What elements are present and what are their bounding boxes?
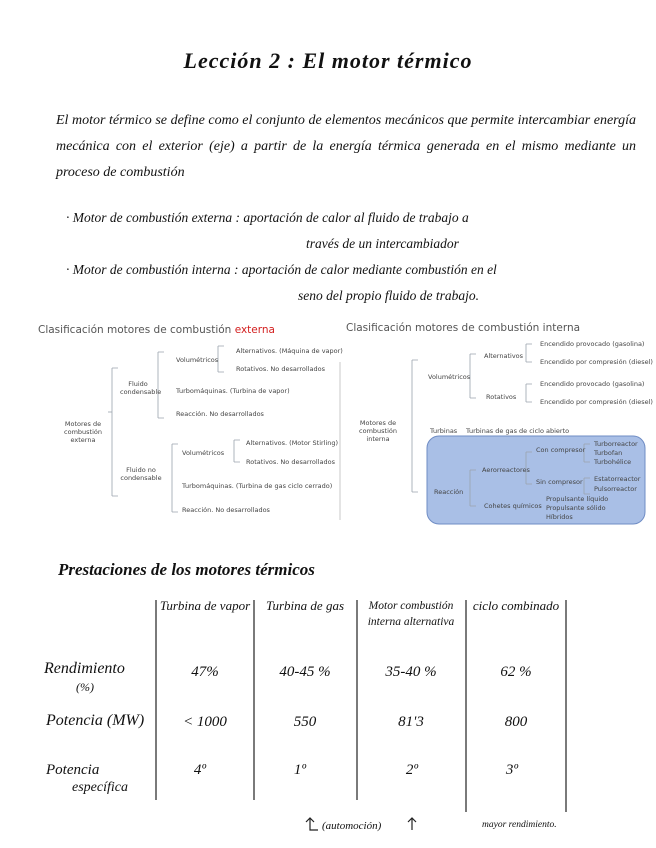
external-reac1: Reacción. No desarrollados (176, 410, 264, 418)
bullet-internal-label: Motor de combustión interna : (72, 262, 239, 277)
internal-sin-compresor: Sin compresor (536, 478, 583, 486)
cell-r1-c3: 35-40 % (385, 664, 437, 680)
internal-enc-prov1: Encendido provocado (gasolina) (540, 340, 645, 348)
external-turb1: Turbomáquinas. (Turbina de vapor) (176, 387, 290, 395)
internal-reaccion: Reacción (434, 488, 464, 496)
column-header-4: ciclo combinado (472, 598, 560, 613)
row-label-rendimiento: Rendimiento (44, 660, 125, 677)
external-alt2: Alternativos. (Motor Stirling) (246, 439, 339, 447)
external-vol2: Volumétricos (182, 449, 225, 457)
cell-r2-c3: 81'3 (398, 714, 424, 730)
internal-enc-prov2: Encendido provocado (gasolina) (540, 380, 645, 388)
internal-enc-comp1: Encendido por compresión (diesel) (540, 358, 653, 366)
title-main: El motor térmico (302, 48, 473, 73)
note-combined: mayor rendimiento. (482, 820, 557, 830)
internal-enc-comp2: Encendido por compresión (diesel) (540, 398, 653, 406)
internal-turbohelice: Turbohélice (594, 458, 632, 466)
internal-hibridos: Híbridos (546, 513, 573, 521)
column-header-2: Turbina de gas (265, 598, 344, 613)
diagram-internal-title: Clasificación motores de combustión interna (346, 322, 581, 334)
external-condensable: Fluido condensable (120, 380, 162, 396)
bullet-internal: · Motor de combustión interna : aportación de calor mediante combustión en el (66, 262, 497, 277)
diagram-external-title-text: Clasificación motores de combustión (38, 324, 235, 336)
diagram-external-title-highlight: externa (234, 324, 275, 336)
internal-turbinas-gas: Turbinas de gas de ciclo abierto (466, 427, 570, 435)
cell-r3-c2: 1º (293, 762, 307, 778)
column-header-3: Motor combustión interna alternativa (367, 600, 455, 628)
internal-turborreactor: Turborreactor (594, 440, 638, 448)
external-rot2: Rotativos. No desarrollados (246, 458, 335, 466)
cell-r1-c2: 40-45 % (279, 664, 331, 680)
internal-volumetricos: Volumétricos (428, 373, 471, 381)
internal-rotativos: Rotativos (486, 393, 517, 401)
internal-estatorreactor: Estatorreactor (594, 475, 641, 483)
column-header-1: Turbina de vapor (159, 598, 251, 613)
internal-pulsorreactor: Pulsorreactor (594, 485, 637, 493)
external-reac2: Reacción. No desarrollados (182, 506, 270, 514)
row-unit-rendimiento: (%) (76, 680, 94, 694)
bullet-external-label: Motor de combustión externa : (72, 210, 240, 225)
bullet-internal-line2: seno del propio fluido de trabajo. (298, 288, 479, 303)
internal-con-compresor: Con compresor (536, 446, 586, 454)
cell-r3-c3: 2º (405, 762, 419, 778)
external-root: Motores de combustión externa (64, 420, 102, 444)
title-prefix: Lección 2 : (183, 48, 296, 73)
row-label-potencia: Potencia (MW) (46, 712, 145, 729)
bullet-internal-line1: aportación de calor mediante combustión en el (241, 262, 497, 277)
row-label-potencia-especifica: Potencia (46, 762, 100, 778)
cell-r2-c1: < 1000 (183, 714, 227, 730)
bullet-external: · Motor de combustión externa : aportación de calor al fluido de trabajo a (66, 210, 469, 225)
internal-turbinas: Turbinas (430, 427, 458, 435)
external-rot1: Rotativos. No desarrollados (236, 365, 325, 373)
internal-alternativos: Alternativos (484, 352, 524, 360)
internal-cohetes: Cohetes químicos (484, 502, 542, 510)
internal-prop-liquido: Propulsante líquido (546, 495, 609, 503)
cell-r1-c4: 62 % (500, 664, 532, 680)
cell-r2-c2: 550 (293, 714, 317, 730)
note-automocion: (automoción) (322, 820, 382, 832)
internal-turbofan: Turbofan (594, 449, 623, 457)
table-heading: Prestaciones de los motores térmicos (58, 560, 315, 579)
cell-r2-c4: 800 (504, 714, 528, 730)
intro-paragraph: El motor térmico se define como el conjunto de elementos mecánicos que permite intercambiar energía mecánica con el exterior (eje) a partir de la energía térmica generada en el mismo mediante un proceso de combustión (56, 113, 636, 180)
internal-prop-solido: Propulsante sólido (546, 504, 606, 512)
external-vol1: Volumétricos (176, 356, 219, 364)
internal-root: Motores de combustión interna (359, 419, 397, 443)
bullet-external-line2: través de un intercambiador (306, 236, 459, 251)
cell-r3-c1: 4º (193, 762, 207, 778)
external-noncondensable: Fluido no condensable (120, 466, 162, 482)
internal-aerorreactores: Aerorreactores (482, 466, 530, 474)
external-alt1: Alternativos. (Máquina de vapor) (236, 347, 343, 355)
diagram-external-title (38, 324, 275, 336)
cell-r3-c4: 3º (505, 762, 519, 778)
row-unit-potencia-especifica: específica (72, 780, 128, 795)
bullet-external-line1: aportación de calor al fluido de trabajo a (243, 210, 469, 225)
external-turb2: Turbomáquinas. (Turbina de gas ciclo cerrado) (182, 482, 333, 490)
cell-r1-c1: 47% (191, 664, 219, 680)
